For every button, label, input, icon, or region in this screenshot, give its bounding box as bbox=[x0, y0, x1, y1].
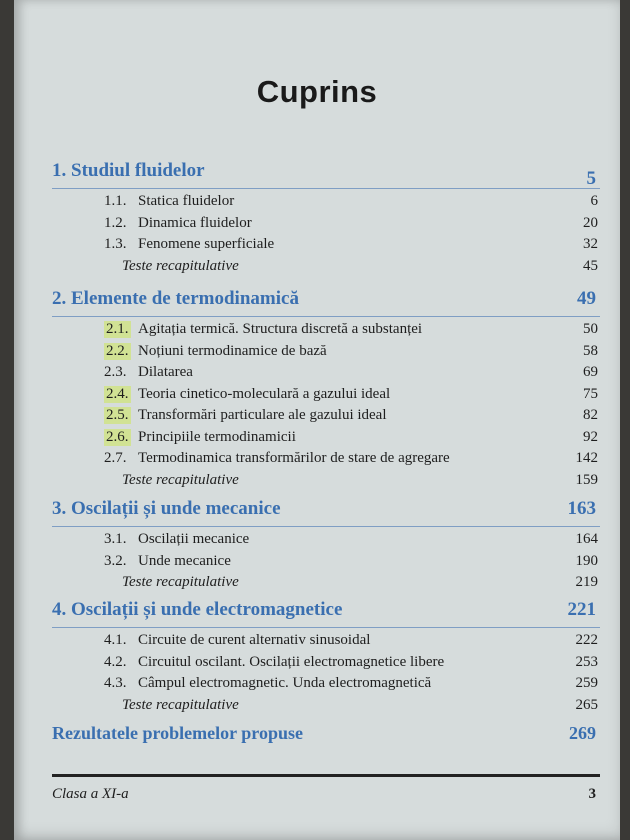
entry-page: 142 bbox=[575, 450, 598, 466]
toc-section bbox=[52, 288, 600, 493]
entry-text: Teste recapitulative bbox=[122, 696, 239, 713]
toc-entry bbox=[52, 654, 600, 676]
toc-entry bbox=[52, 258, 600, 280]
section-heading bbox=[52, 599, 600, 625]
entry-page: 164 bbox=[575, 531, 598, 547]
entry-code: 2.7. bbox=[104, 450, 127, 466]
entry-code: 1.3. bbox=[104, 236, 127, 252]
entry-text: Teste recapitulative bbox=[122, 257, 239, 274]
toc-entry bbox=[52, 531, 600, 553]
entry-page: 265 bbox=[575, 696, 598, 713]
entry-code: 4.2. bbox=[104, 653, 127, 670]
section-heading-page: 49 bbox=[577, 288, 596, 309]
toc-entry bbox=[52, 574, 600, 596]
entry-text: Transformări particulare ale gazului ideal bbox=[138, 407, 387, 423]
toc-entry bbox=[52, 450, 600, 472]
entry-text: Termodinamica transformărilor de stare de agregare bbox=[138, 450, 450, 466]
section-heading-text: 2. Elemente de termodinamică bbox=[52, 288, 299, 309]
entry-text: Circuitul oscilant. Oscilații electromagnetice libere bbox=[138, 653, 445, 670]
toc-entry bbox=[52, 472, 600, 494]
entry-page: 253 bbox=[575, 653, 598, 670]
footer-class-label: Clasa a XI-a bbox=[52, 786, 129, 802]
entry-code: 2.3. bbox=[104, 364, 127, 380]
section-divider bbox=[52, 316, 600, 317]
entry-page: 92 bbox=[583, 428, 598, 445]
toc-section bbox=[52, 160, 600, 279]
toc-entry bbox=[52, 321, 600, 343]
entry-page: 222 bbox=[575, 632, 598, 648]
entry-page: 190 bbox=[575, 552, 598, 569]
entry-page: 32 bbox=[583, 236, 598, 252]
toc-section bbox=[52, 498, 600, 596]
toc-section bbox=[52, 599, 600, 718]
final-entry bbox=[52, 723, 600, 747]
section-heading-page: 5 bbox=[586, 168, 596, 189]
entry-page: 50 bbox=[583, 321, 598, 337]
toc-entry bbox=[52, 632, 600, 654]
entry-text: Fenomene superficiale bbox=[138, 236, 275, 252]
book-page bbox=[14, 0, 620, 840]
entry-code: 2.4. bbox=[106, 385, 129, 402]
entry-code: 2.6. bbox=[106, 428, 129, 445]
section-divider bbox=[52, 188, 600, 189]
entry-code: 1.2. bbox=[104, 214, 127, 231]
entry-text: Oscilații mecanice bbox=[138, 531, 250, 547]
toc-entry bbox=[52, 236, 600, 258]
entry-code: 1.1. bbox=[104, 193, 127, 209]
entry-code: 3.2. bbox=[104, 552, 127, 569]
toc-entry bbox=[52, 364, 600, 386]
entry-code: 3.1. bbox=[104, 531, 127, 547]
entry-code: 4.1. bbox=[104, 632, 127, 648]
entry-text: Principiile termodinamicii bbox=[138, 428, 296, 445]
entry-code: 4.3. bbox=[104, 675, 127, 691]
toc-entry bbox=[52, 386, 600, 408]
section-divider bbox=[52, 627, 600, 628]
final-entry-page: 269 bbox=[569, 723, 596, 743]
entry-text: Teste recapitulative bbox=[122, 574, 239, 590]
final-entry-text: Rezultatele problemelor propuse bbox=[52, 723, 303, 743]
section-heading bbox=[52, 498, 600, 524]
toc-entry bbox=[52, 215, 600, 237]
entry-code: 2.1. bbox=[106, 321, 129, 337]
entry-page: 259 bbox=[575, 675, 598, 691]
section-heading-text: 4. Oscilații și unde electromagnetice bbox=[52, 599, 343, 620]
entry-code: 2.5. bbox=[106, 407, 129, 423]
section-heading-page: 163 bbox=[567, 498, 596, 519]
section-divider bbox=[52, 526, 600, 527]
toc-entry bbox=[52, 675, 600, 697]
entry-text: Dinamica fluidelor bbox=[138, 214, 252, 231]
entry-page: 58 bbox=[583, 342, 598, 359]
footer-page-number: 3 bbox=[588, 786, 596, 802]
toc-entry bbox=[52, 193, 600, 215]
toc-entry bbox=[52, 553, 600, 575]
entry-text: Dilatarea bbox=[138, 364, 193, 380]
section-heading-text: 3. Oscilații și unde mecanice bbox=[52, 498, 281, 519]
entry-text: Statica fluidelor bbox=[138, 193, 235, 209]
entry-text: Noțiuni termodinamice de bază bbox=[138, 342, 327, 359]
entry-text: Agitația termică. Structura discretă a substanței bbox=[138, 321, 423, 337]
section-heading-page: 221 bbox=[567, 599, 596, 620]
entry-page: 75 bbox=[583, 385, 598, 402]
entry-page: 6 bbox=[590, 193, 598, 209]
toc-entry bbox=[52, 697, 600, 719]
entry-text: Câmpul electromagnetic. Unda electromagnetică bbox=[138, 675, 432, 691]
page-title: Cuprins bbox=[256, 74, 378, 109]
entry-page: 219 bbox=[575, 574, 598, 590]
entry-text: Circuite de curent alternativ sinusoidal bbox=[138, 632, 371, 648]
entry-page: 45 bbox=[583, 257, 598, 274]
entry-page: 82 bbox=[583, 407, 598, 423]
entry-text: Teoria cinetico-moleculară a gazului ideal bbox=[138, 385, 391, 402]
entry-text: Unde mecanice bbox=[138, 552, 231, 569]
entry-text: Teste recapitulative bbox=[122, 471, 239, 488]
section-heading bbox=[52, 160, 600, 189]
entry-page: 159 bbox=[575, 471, 598, 488]
toc-entry bbox=[52, 429, 600, 451]
footer-rule bbox=[52, 774, 600, 777]
entry-code: 2.2. bbox=[106, 342, 129, 359]
entry-page: 69 bbox=[583, 364, 598, 380]
section-heading bbox=[52, 288, 600, 314]
toc-entry bbox=[52, 407, 600, 429]
entry-page: 20 bbox=[583, 214, 598, 231]
section-heading-text: 1. Studiul fluidelor bbox=[52, 160, 205, 181]
toc-entry bbox=[52, 343, 600, 365]
